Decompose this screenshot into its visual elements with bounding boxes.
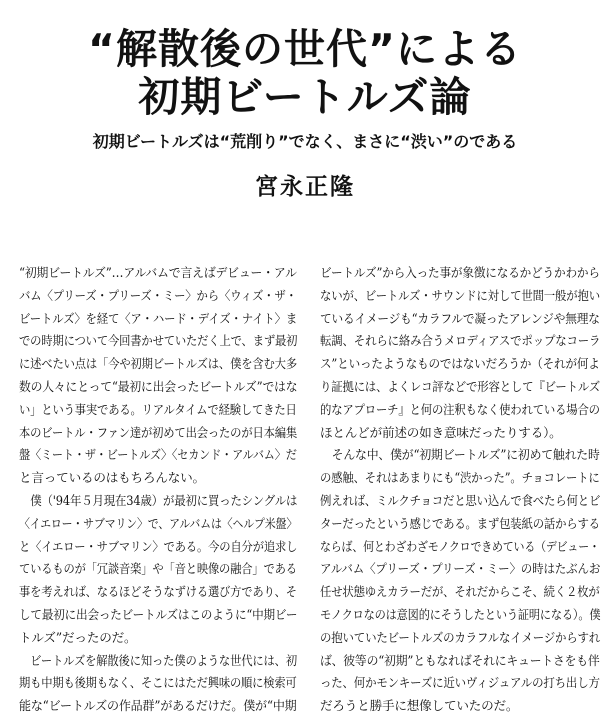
body-text-line: して最初に出会ったビートルズはこのように“中期ビー: [19, 606, 298, 622]
body-text-line: 事を考えれば、なるほどそうなずける選び方であり、そ: [19, 584, 297, 600]
body-text-line: ほとんどが前述の如き意味だったりする）。: [320, 424, 562, 440]
body-text-line: での時期について今回書かせていただく上で、まず最初: [19, 333, 298, 349]
body-text-line: ビートルズ〉を経て〈ア・ハード・デイズ・ナイト〉ま: [19, 310, 298, 326]
body-text-line: ビートルズ”から入った事が象徴になるかどうかわから: [320, 265, 600, 280]
body-text-line: トルズ”だったのだ。: [19, 629, 137, 645]
body-text-line: モノクロなのは意図的にそうしたという証明になる）。僕: [320, 606, 601, 622]
body-column-right: [320, 262, 600, 718]
body-text-line: り証拠には、よくレコ評などで形容として『ビートルズ: [320, 378, 600, 394]
body-text-line: ならば、何とわざわざモノクロできめている（デビュー・: [320, 538, 600, 554]
column-gutter: [306, 262, 307, 662]
body-text-line: い」という事実である。リアルタイムで経験してきた日: [19, 401, 297, 417]
body-text-line: ス”といったようなものではないだろうか（それが何よ: [320, 356, 600, 372]
body-text-line: ているものが「冗談音楽」や「音と映像の融合」である: [19, 561, 297, 577]
body-text-line: 僕（'94年５月現在34歳）が最初に買ったシングルは: [19, 492, 298, 508]
body-column-left: [19, 262, 297, 718]
body-text-line: 例えれば、ミルクチョコだと思い込んで食べたら何とビ: [320, 492, 601, 508]
article-title-line-1: “解散後の世代”による: [88, 25, 522, 73]
body-text-line: に述べたい点は「今や初期ビートルズは、僕を含む大多: [19, 356, 297, 372]
body-text-line: 任せ状態ゆえカラーだが、それだからこそ、続く２枚が: [320, 584, 600, 600]
body-text-line: 転調、それらに絡み合うメロディアスでポップなコーラ: [320, 333, 601, 349]
body-text-line: だろうと勝手に想像していたのだ。: [320, 698, 519, 714]
article-title-line-2: 初期ビートルズ論: [138, 73, 472, 121]
body-text-line: と〈イエロー・サブマリン〉である。今の自分が追求し: [19, 538, 298, 554]
body-text-line: ビートルズを解散後に知った僕のような世代には、初: [19, 652, 297, 668]
body-text-line: と言っているのはもちろんない。: [19, 470, 205, 486]
article-author: 宮永正隆: [255, 174, 355, 200]
body-text-line: 盤〈ミート・ザ・ビートルズ〉〈セカンド・アルバム〉だ: [19, 447, 297, 463]
body-text-line: バム〈プリーズ・プリーズ・ミー〉から〈ウィズ・ザ・: [19, 287, 297, 303]
body-text-line: ば、彼等の“初期”ともなればそれにキュートさをも伴: [320, 652, 600, 668]
body-text-line: 期も中期も後期もなく、そこにはただ興味の順に検索可: [19, 675, 297, 691]
body-text-line: ているイメージも“カラフルで凝ったアレンジや無理な: [320, 310, 600, 326]
body-text-line: 的なアプローチ』と何の注釈もなく使われている場合の: [320, 401, 600, 417]
body-text-line: “初期ビートルズ”…アルバムで言えばデビュー・アル: [19, 265, 297, 280]
body-text-line: った、何かモンキーズに近いヴィジュアルの打ち出し方: [320, 675, 600, 691]
body-text-line: ないが、ビートルズ・サウンドに対して世間一般が抱い: [320, 287, 600, 303]
body-text-line: 数の人々にとって“最初に出会ったビートルズ”ではな: [19, 378, 298, 394]
body-text-line: の感触、それはあまりにも“渋かった”。チョコレートに: [320, 470, 600, 486]
body-text-line: アルバム〈プリーズ・プリーズ・ミー〉の時はたぶんお: [320, 561, 601, 577]
body-text-line: 本のビートル・ファン達が初めて出会ったのが日本編集: [19, 424, 298, 440]
body-text-line: 〈イエロー・サブマリン〉で、アルバムは〈ヘルプ米盤〉: [19, 515, 298, 531]
body-text-line: の抱いていたビートルズのカラフルなイメージからすれ: [320, 629, 601, 645]
article-subtitle: 初期ビートルズは“荒削り”でなく、まさに“渋い”のである: [92, 132, 518, 151]
body-text-line: ターだったという感じである。まず包装紙の話からする: [320, 515, 600, 531]
body-text-line: 能な“ビートルズの作品群”があるだけだ。僕が“中期: [19, 698, 297, 714]
body-text-line: そんな中、僕が“初期ビートルズ”に初めて触れた時: [320, 447, 600, 463]
